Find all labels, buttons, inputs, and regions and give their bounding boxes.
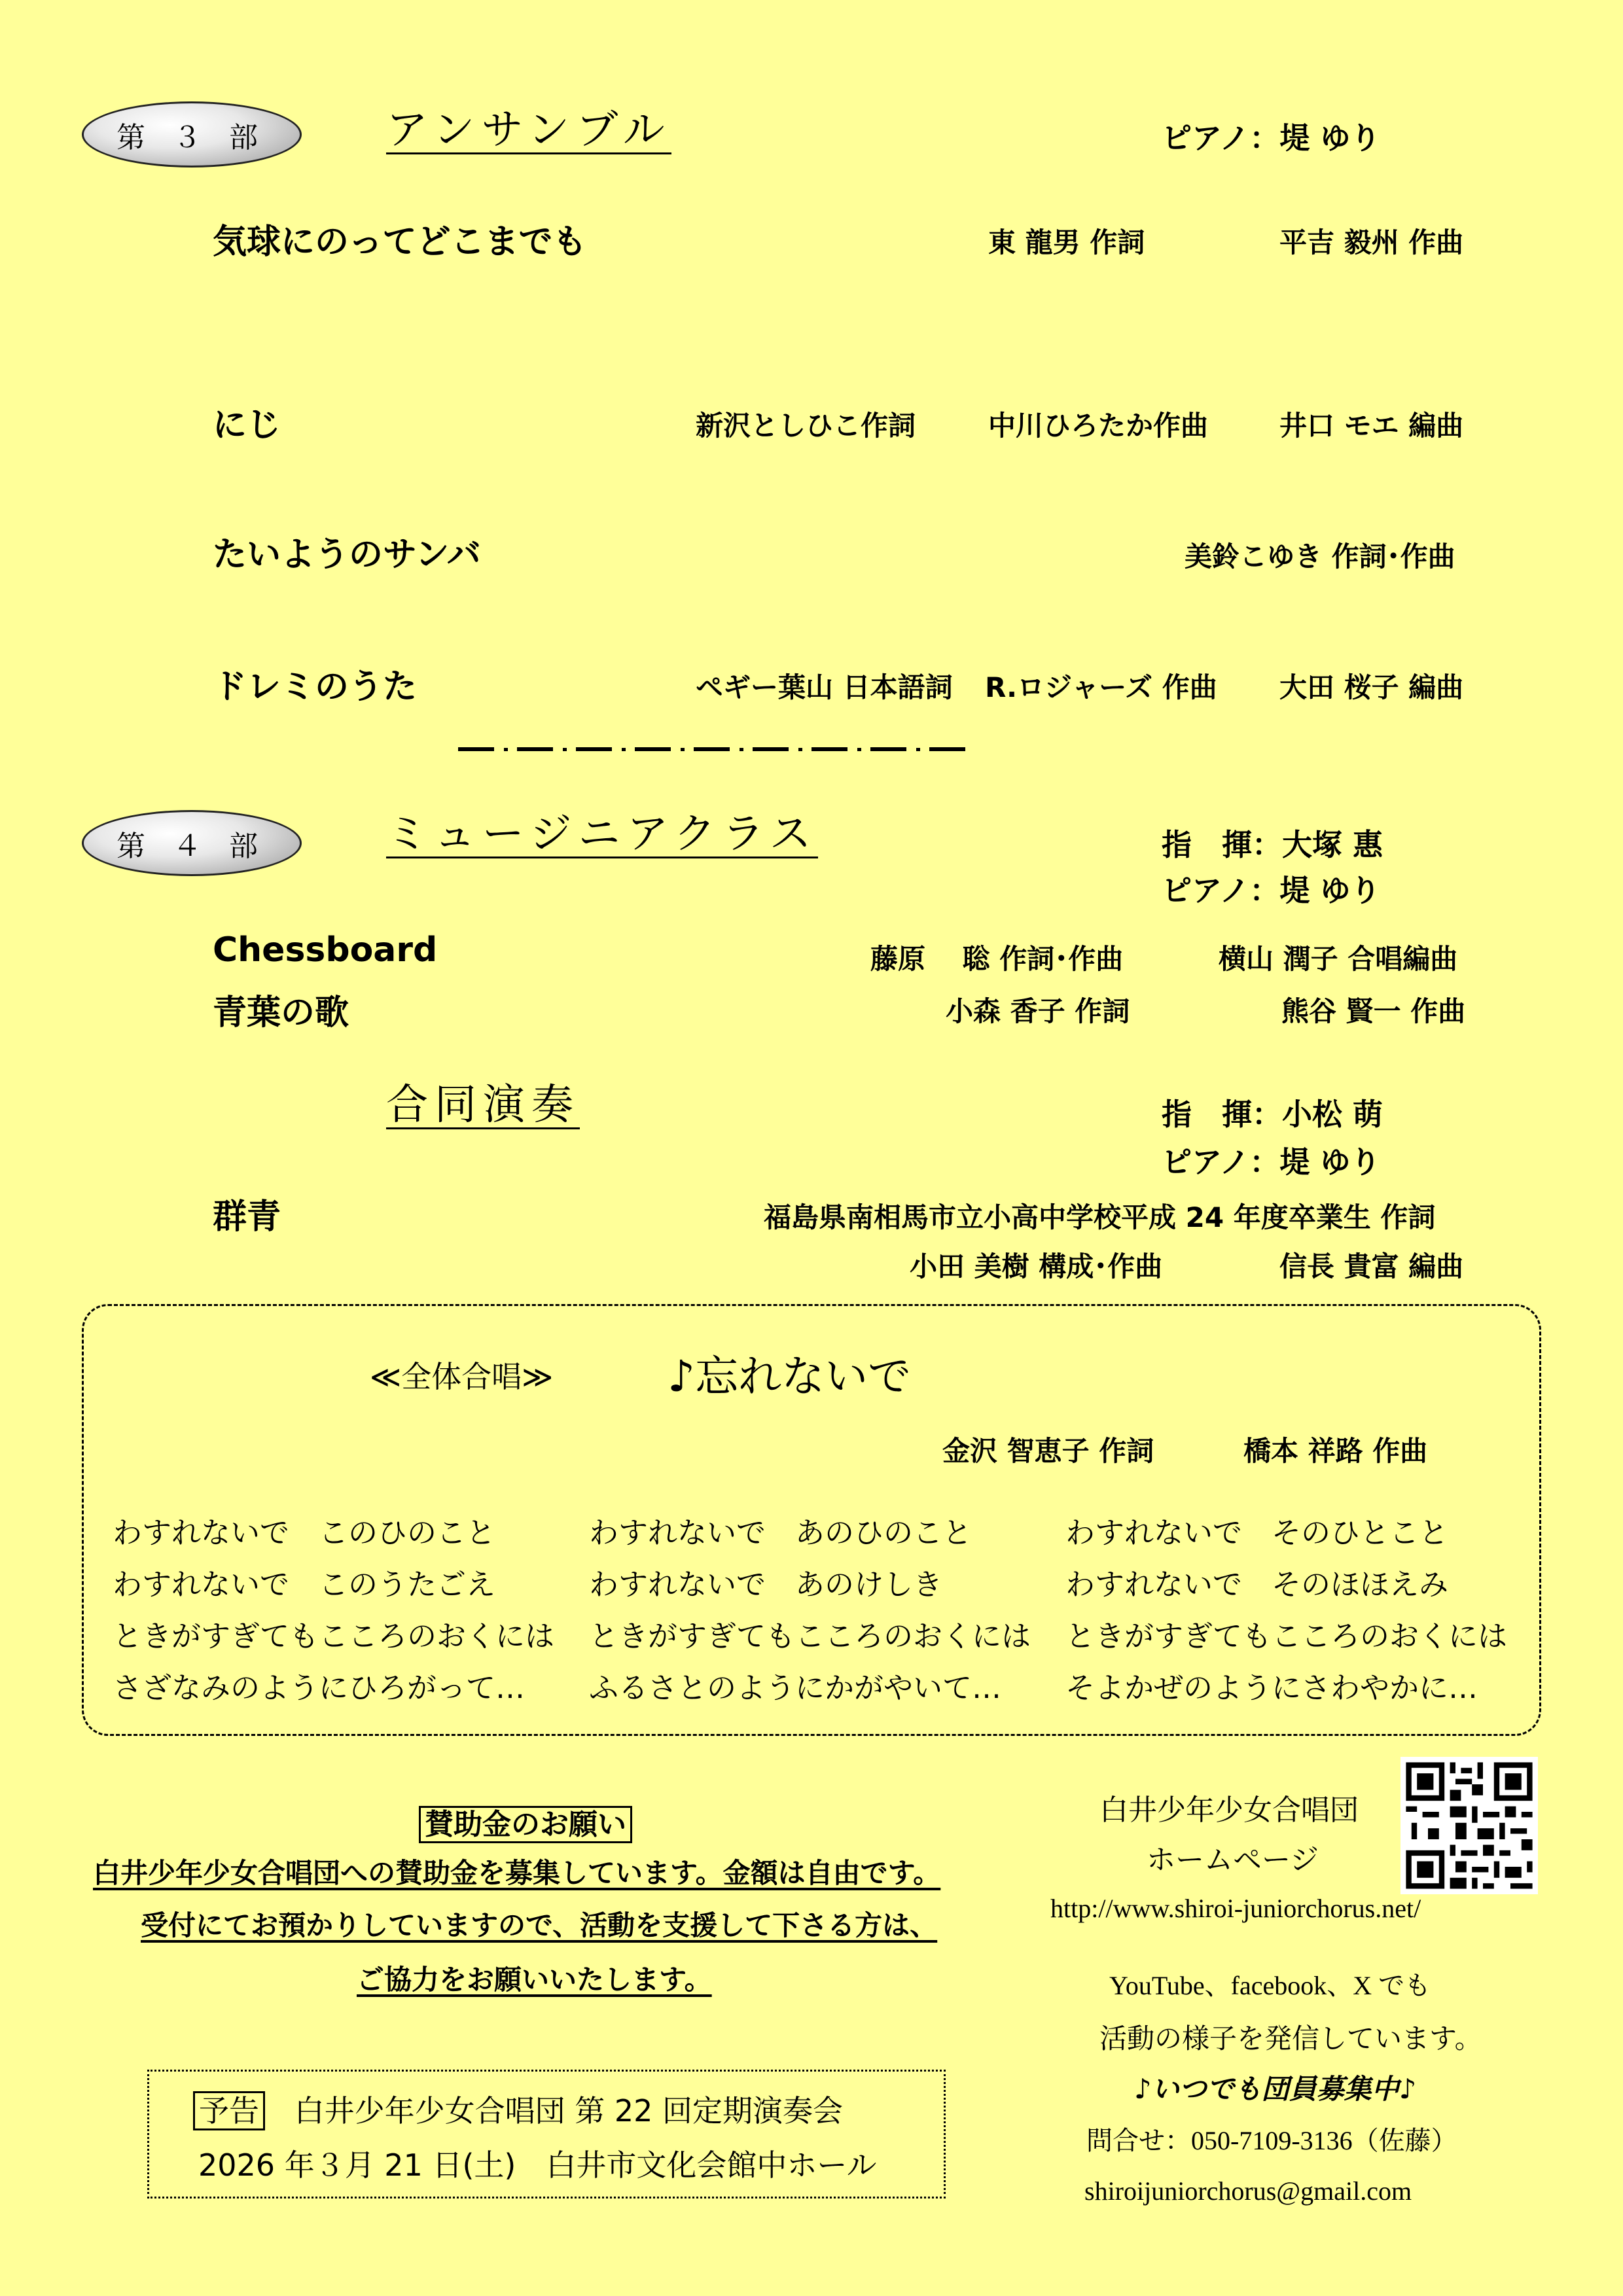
song-title: にじ [213, 406, 281, 445]
part4-badge: 第 ４ 部 [82, 810, 302, 876]
homepage-label-2: ホームページ [1147, 1843, 1319, 1877]
part3-piano: ピアノ：堤 ゆり [1162, 120, 1381, 156]
notice-line-2: 2026 年３月 21 日(土) 白井市文化会館中ホール [198, 2147, 877, 2183]
part4-title: ミュージニアクラス [386, 810, 818, 858]
song-title: 気球にのってどこまでも [213, 222, 587, 262]
lyric-line: ときがすぎてもこころのおくには [1065, 1619, 1508, 1653]
lyric-line: さざなみのようにひろがって… [113, 1670, 526, 1705]
lyric-line: そよかぜのようにさわやかに… [1065, 1670, 1478, 1705]
sns-line-2: 活動の様子を発信しています。 [1099, 2022, 1482, 2055]
lyrics-verse-2 [589, 1507, 1031, 1714]
lyric-line: ときがすぎてもこころのおくには [113, 1619, 555, 1653]
lyrics-verse-3 [1065, 1507, 1507, 1714]
part3-badge: 第 ３ 部 [82, 101, 302, 168]
lyrics-verse-1 [113, 1507, 554, 1714]
section-divider [458, 743, 985, 756]
song-lyricist: ペギー葉山 日本語詞 [696, 671, 953, 703]
song-composer: 平吉 毅州 作曲 [1279, 226, 1464, 258]
song-arranger: 井口 モエ 編曲 [1279, 410, 1464, 442]
finale-title: ♪忘れないで [668, 1351, 912, 1402]
part4-conductor: 指 揮：大塚 惠 [1162, 827, 1383, 862]
song-lyricist: 福島県南相馬市立小高中学校平成 24 年度卒業生 作詞 [764, 1201, 1436, 1233]
part3-title: アンサンブル [386, 106, 671, 154]
song-lyricist: 藤原 聡 作詞･作曲 [870, 943, 1124, 975]
lyric-line: ときがすぎてもこころのおくには [589, 1619, 1031, 1653]
song-composer: 小田 美樹 構成･作曲 [910, 1250, 1163, 1282]
song-composer: R.ロジャーズ 作曲 [985, 671, 1217, 703]
lyric-line: わすれないで このうたごえ [113, 1567, 496, 1602]
lyric-line: わすれないで あのけしき [589, 1567, 943, 1602]
finale-label: ≪全体合唱≫ [370, 1359, 554, 1394]
homepage-label-1: 白井少年少女合唱団 [1099, 1793, 1359, 1827]
song-composer: 中川ひろたか作曲 [988, 410, 1209, 442]
joint-piano: ピアノ：堤 ゆり [1162, 1144, 1381, 1180]
finale-lyricist: 金沢 智恵子 作詞 [942, 1435, 1154, 1467]
donation-line-3: ご協力をお願いいたします。 [357, 1964, 712, 1996]
notice-line-1 [193, 2087, 843, 2130]
song-credit: 美鈴こゆき 作詞･作曲 [1185, 540, 1455, 573]
song-title: Chessboard [213, 930, 438, 970]
notice-tag: 予告 [193, 2091, 265, 2130]
song-title: 群青 [213, 1197, 281, 1237]
qr-code-icon[interactable] [1400, 1757, 1538, 1894]
homepage-url[interactable]: http://www.shiroi-juniorchorus.net/ [1050, 1894, 1421, 1923]
song-lyricist: 東 龍男 作詞 [988, 226, 1145, 258]
donation-heading: 賛助金のお願い [419, 1801, 632, 1843]
song-arranger: 信長 貴富 編曲 [1279, 1250, 1464, 1282]
donation-line-2: 受付にてお預かりしていますので、活動を支援して下さる方は、 [141, 1909, 938, 1941]
song-lyricist: 新沢としひこ作詞 [696, 410, 916, 442]
lyric-line: わすれないで あのひのこと [589, 1515, 972, 1550]
song-title: ドレミのうた [213, 667, 418, 707]
song-title: 青葉の歌 [213, 993, 349, 1033]
finale-composer: 橋本 祥路 作曲 [1243, 1435, 1428, 1467]
lyric-line: わすれないで そのほほえみ [1065, 1567, 1449, 1602]
lyric-line: わすれないで このひのこと [113, 1515, 496, 1550]
recruit-banner: ♪いつでも団員募集中♪ [1134, 2073, 1417, 2105]
contact-phone: 問合せ：050-7109-3136（佐藤） [1086, 2126, 1457, 2155]
song-composer: 熊谷 賢一 作曲 [1281, 995, 1466, 1027]
donation-line-1: 白井少年少女合唱団への賛助金を募集しています。金額は自由です。 [93, 1857, 941, 1889]
notice-concert-title: 白井少年少女合唱団 第 22 回定期演奏会 [294, 2093, 844, 2128]
song-arranger: 横山 潤子 合唱編曲 [1219, 943, 1458, 975]
joint-title: 合同演奏 [386, 1081, 580, 1129]
contact-email[interactable]: shiroijuniorchorus@gmail.com [1084, 2176, 1412, 2206]
part4-piano: ピアノ：堤 ゆり [1162, 873, 1381, 908]
joint-conductor: 指 揮：小松 萌 [1162, 1097, 1383, 1132]
lyric-line: ふるさとのようにかがやいて… [589, 1670, 1002, 1705]
lyric-line: わすれないで そのひとこと [1065, 1515, 1449, 1550]
song-arranger: 大田 桜子 編曲 [1279, 671, 1464, 703]
song-title: たいようのサンバ [213, 535, 481, 574]
song-lyricist: 小森 香子 作詞 [946, 995, 1130, 1027]
sns-line-1: YouTube、facebook、X でも [1109, 1971, 1431, 2000]
